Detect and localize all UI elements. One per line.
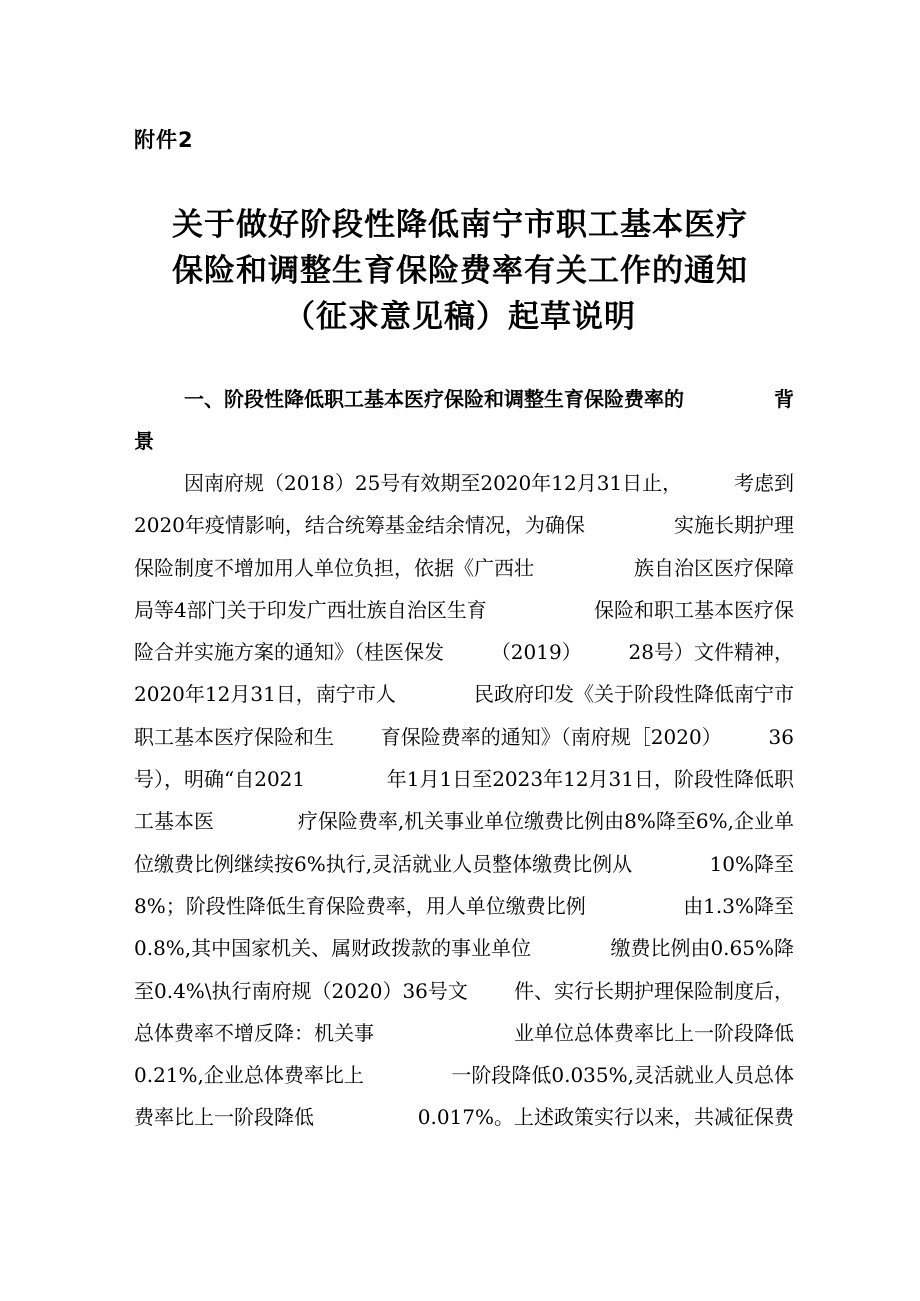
text-segment: 由1.3%降至: [683, 893, 794, 918]
text-segment: 实施长期护理: [674, 513, 794, 538]
text-segment: 10%降至: [709, 851, 794, 876]
text-segment: 保险制度不增加用人单位负担，依据《广西壮: [134, 555, 534, 580]
text-segment: 缴费比例由0.65%降: [610, 936, 794, 961]
text-segment: 考虑到: [734, 471, 794, 495]
paragraph-line: [134, 589, 794, 631]
text-segment: 工基本医: [134, 809, 214, 834]
text-segment: 总体费率不增反降：机关事: [134, 1020, 374, 1045]
text-segment: 育保险费率的通知》（南府规［2020）: [380, 724, 722, 749]
paragraph-line: [134, 800, 794, 842]
title-line: 关于做好阶段性降低南宁市职工基本医疗: [172, 207, 748, 243]
paragraph-line: [134, 1096, 794, 1138]
text-segment: 险合并实施方案的通知》（桂医保发: [134, 640, 444, 665]
section-heading: [134, 378, 794, 462]
text-segment: 0.017%。上述政策实行以来，共减征保费: [417, 1105, 794, 1130]
body-paragraph: [134, 462, 794, 1139]
text-segment: 年1月1日至2023年12月31日，阶段性降低职: [386, 767, 794, 792]
paragraph-line: [134, 462, 794, 504]
text-segment: 0.8%,其中国家机关、属财政拨款的事业单位: [134, 936, 532, 961]
text-segment: 职工基本医疗保险和生: [134, 724, 334, 749]
text-segment: 因南府规（2018）25号有效期至2020年12月31日止，: [184, 471, 683, 495]
paragraph-line: [134, 970, 794, 1012]
paragraph-line: [134, 504, 794, 546]
text-segment: 号），明确“自2021: [134, 767, 306, 792]
paragraph-line: [134, 673, 794, 715]
section-heading-line: [134, 378, 794, 420]
paragraph-line: [134, 1054, 794, 1096]
attachment-label: 附件2: [134, 128, 194, 152]
paragraph-line: [134, 716, 794, 758]
paragraph-line: [134, 758, 794, 800]
text-segment: 族自治区医疗保障: [634, 555, 794, 580]
paragraph-line: [134, 843, 794, 885]
text-segment: 件、实行长期护理保险制度后，: [514, 978, 794, 1003]
paragraph-line: [134, 927, 794, 969]
paragraph-line: [134, 885, 794, 927]
text-segment: 业单位总体费率比上一阶段降低: [514, 1020, 794, 1045]
text-segment: 民政府印发《关于阶段性降低南宁市: [474, 682, 794, 707]
text-segment: 位缴费比例继续按6%执行,灵活就业人员整体缴费比例从: [134, 851, 633, 876]
text-segment: （2019）: [490, 640, 582, 665]
text-segment: 疗保险费率,机关事业单位缴费比例由8%降至6%,企业单: [297, 809, 794, 834]
paragraph-line: [134, 1012, 794, 1054]
document-title: [0, 202, 920, 340]
section-heading-line: 景: [134, 429, 154, 453]
heading-text: 一、阶段性降低职工基本医疗保险和调整生育保险费率的: [184, 387, 684, 411]
text-segment: 2020年12月31日，南宁市人: [134, 682, 396, 707]
text-segment: 2020年疫情影响，结合统筹基金结余情况，为确保: [134, 513, 585, 538]
title-line: （征求意见稿）起草说明: [284, 299, 636, 335]
title-line: 保险和调整生育保险费率有关工作的通知: [172, 253, 748, 289]
text-segment: 0.21%,企业总体费率比上: [134, 1063, 364, 1088]
text-segment: 8%；阶段性降低生育保险费率，用人单位缴费比例: [134, 893, 586, 918]
text-segment: 至0.4%\执行南府规（2020）36号文: [134, 978, 468, 1003]
text-segment: 局等4部门关于印发广西壮族自治区生育: [134, 597, 487, 622]
text-segment: 36: [768, 724, 794, 749]
paragraph-line: [134, 631, 794, 673]
text-segment: 费率比上一阶段降低: [134, 1105, 314, 1130]
heading-text: 背: [774, 387, 794, 411]
text-segment: 一阶段降低0.035%,灵活就业人员总体: [451, 1063, 794, 1088]
paragraph-line: [134, 547, 794, 589]
text-segment: 28号）文件精神，: [628, 640, 794, 665]
text-segment: 保险和职工基本医疗保: [594, 597, 794, 622]
